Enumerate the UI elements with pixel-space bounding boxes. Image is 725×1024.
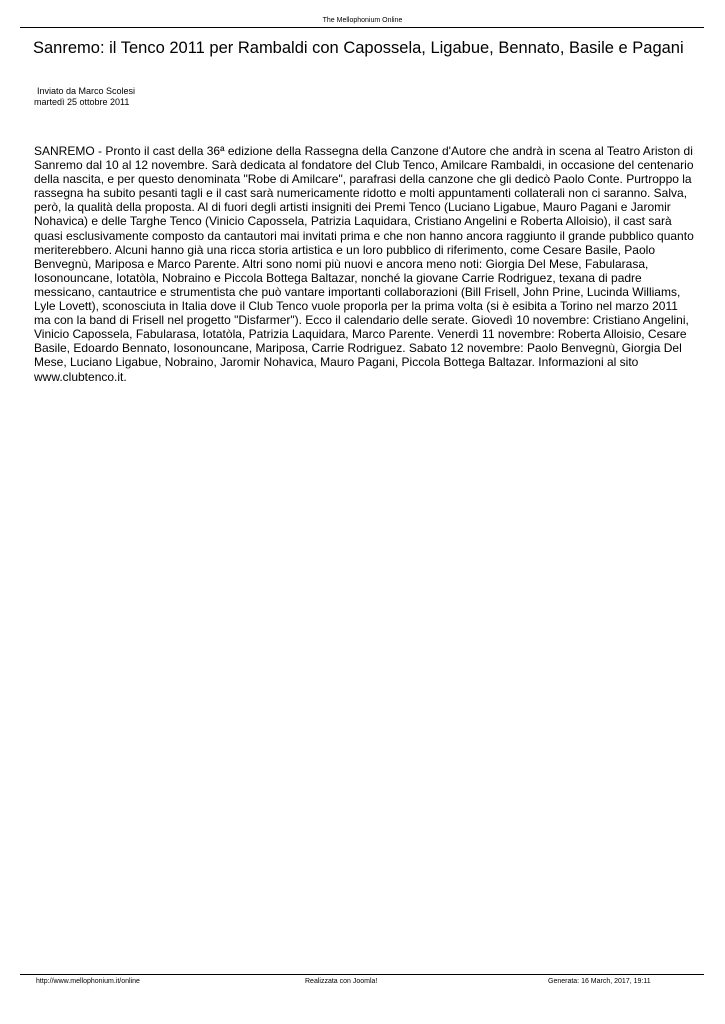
article-body: SANREMO - Pronto il cast della 36ª edizione della Rassegna della Canzone d'Autore che andrà in scena al Teatro Ariston di Sanremo dal 10 al 12 novembre. Sarà dedicata al fondatore del Club Tenco, Amilcare Rambaldi, in occasione del centenario della nascita, e per questo denominata "Robe di Amilcare", parafrasi della canzone che gli dedicò Paolo Conte. Purtroppo la rassegna ha subito pesanti tagli e il cast sarà numericamente ridotto e molti appuntamenti collaterali non ci saranno. Salva, però, la qualità della proposta. Al di fuori degli artisti insigniti dei Premi Tenco (Luciano Ligabue, Mauro Pagani e Jaromir Nohavica) e delle Targhe Tenco (Vinicio Capossela, Patrizia Laquidara, Cristiano Angelini e Roberta Alloisio), il cast sarà quasi esclusivamente composto da cantautori mai invitati prima e che non hanno ancora raggiunto il grande pubblico quanto meriterebbero. Alcuni hanno già una ricca storia artistica e un loro pubblico di riferimento, come Cesare Basile, Paolo Benvegnù, Mariposa e Marco Parente. Altri sono nomi più nuovi e ancora meno noti: Giorgia Del Mese, Fabularasa, Iosonouncane, Iotatòla, Nobraino e Piccola Bottega Baltazar, nonché la giovane Carrie Rodriguez, texana di padre messicano, cantautrice e strumentista che può vantare importanti collaborazioni (Bill Frisell, John Prine, Lucinda Williams, Lyle Lovett), sconosciuta in Italia dove il Club Tenco vuole proporla per la prima volta (si è esibita a Torino nel marzo 2011 ma con la band di Frisell nel progetto "Disfarmer"). Ecco il calendario delle serate. Giovedì 10 novembre: Cristiano Angelini, Vinicio Capossela, Fabularasa, Iotatòla, Patrizia Laquidara, Marco Parente. Venerdì 11 novembre: Roberta Alloisio, Cesare Basile, Edoardo Bennato, Iosonouncane, Mariposa, Carrie Rodriguez. Sabato 12 novembre: Paolo Benvegnù, Giorgia Del Mese, Luciano Ligabue, Nobraino, Jaromir Nohavica, Mauro Pagani, Piccola Bottega Baltazar. Informazioni al sito www.clubtenco.it. <box>34 144 694 384</box>
article-meta <box>34 86 135 108</box>
site-name-header: The Mellophonium Online <box>322 17 403 24</box>
article-author: Inviato da Marco Scolesi <box>37 86 136 96</box>
footer-credit: Realizzata con Joomla! <box>305 978 378 985</box>
header-divider <box>20 27 704 28</box>
footer-site-url-link[interactable]: http://www.mellophonium.it/online <box>36 978 140 985</box>
page-footer <box>0 977 725 987</box>
footer-generated-date: Generata: 16 March, 2017, 19:11 <box>548 978 651 985</box>
footer-divider <box>20 974 704 975</box>
article-date: martedì 25 ottobre 2011 <box>34 97 130 107</box>
article-title: Sanremo: il Tenco 2011 per Rambaldi con Capossela, Ligabue, Bennato, Basile e Pagani <box>33 39 684 57</box>
